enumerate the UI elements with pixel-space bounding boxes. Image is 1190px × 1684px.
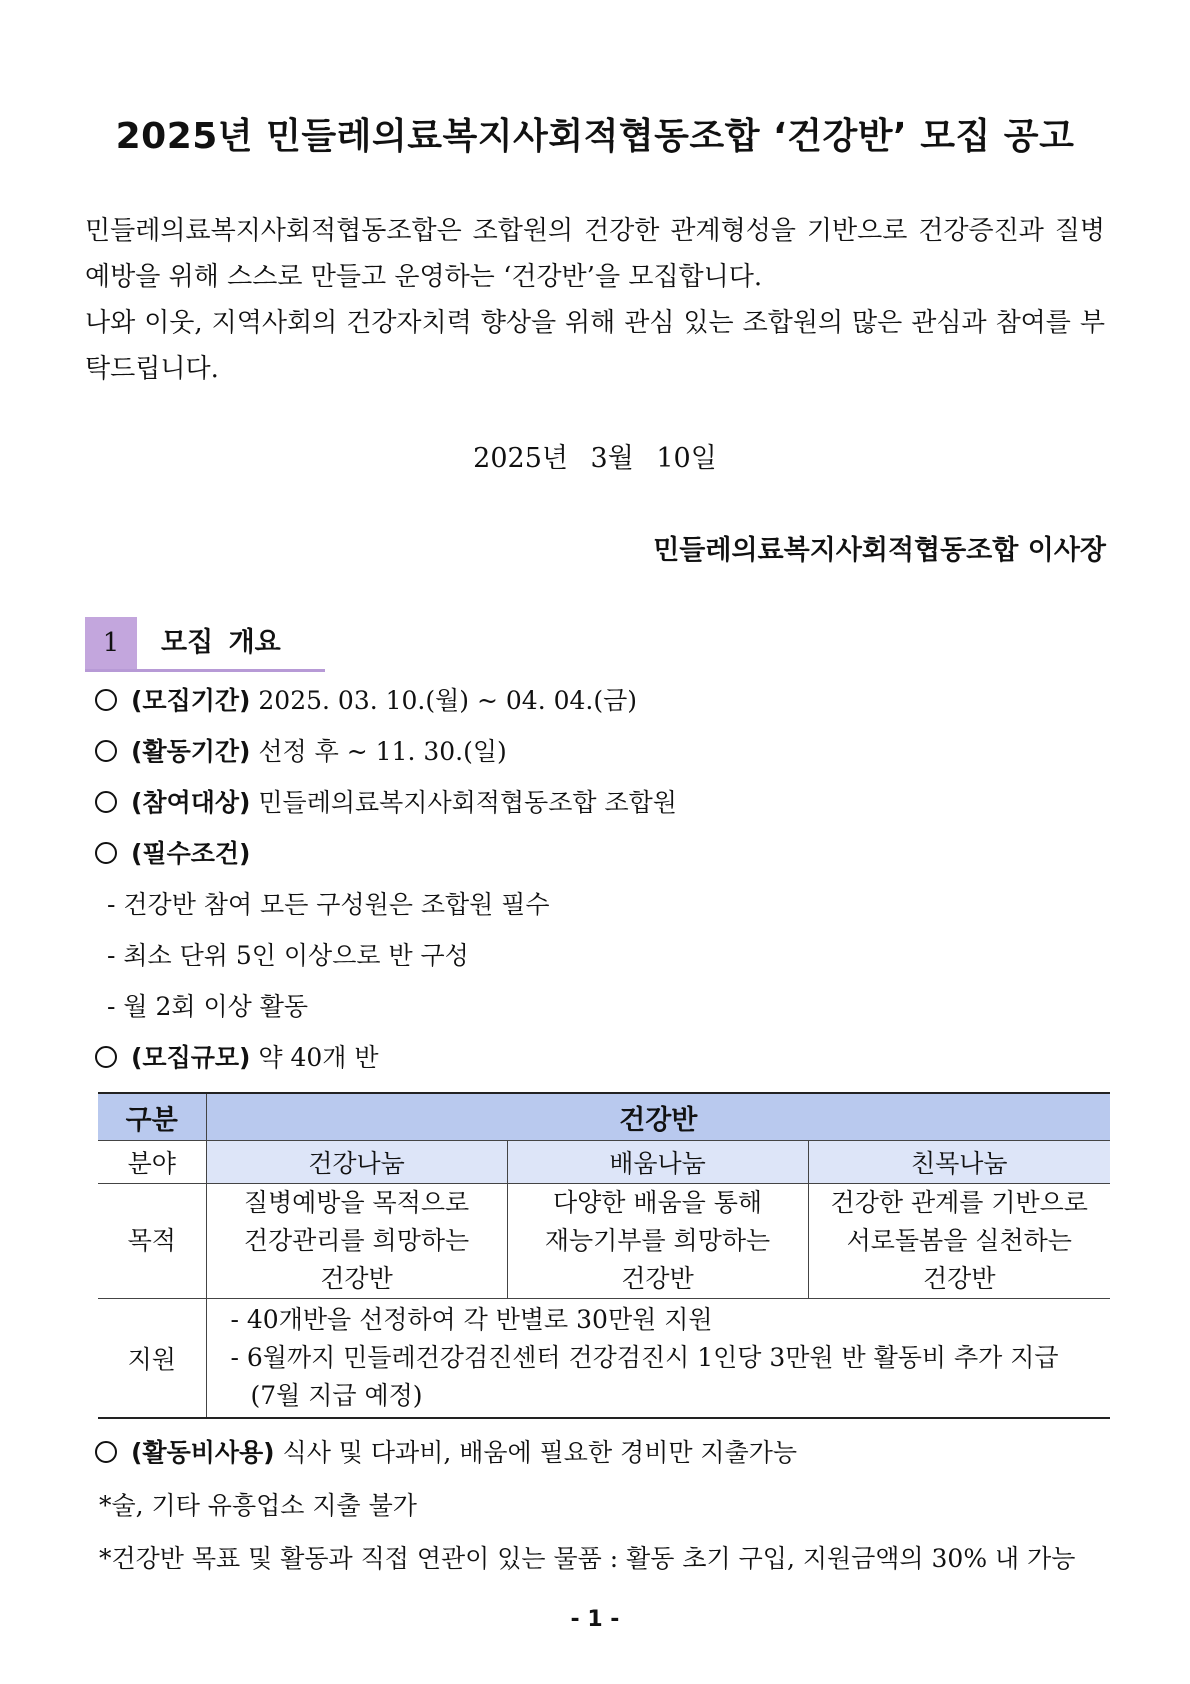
category-learning-sharing: 배움나눔 bbox=[507, 1141, 808, 1184]
required-condition-3: - 월 2회 이상 활동 bbox=[107, 992, 309, 1021]
row-label-support: 지원 bbox=[98, 1299, 206, 1419]
section-number: 1 bbox=[85, 617, 137, 669]
item-value: 2025. 03. 10.(월) ~ 04. 04.(금) bbox=[250, 686, 637, 715]
purpose-cell-1 bbox=[206, 1184, 507, 1299]
purpose-line: 건강반 bbox=[621, 1264, 694, 1293]
item-tag: (필수조건) bbox=[131, 839, 251, 868]
intro-paragraph-1: 민들레의료복지사회적협동조합은 조합원의 건강한 관계형성을 기반으로 건강증진과 질병예방을 위해 스스로 만들고 운영하는 ‘건강반’을 모집합니다. bbox=[85, 216, 1105, 292]
purpose-line: 건강관리를 희망하는 bbox=[243, 1226, 470, 1255]
support-line: (7월 지급 예정) bbox=[250, 1381, 423, 1410]
purpose-cell-3 bbox=[808, 1184, 1110, 1299]
item-tag: (활동기간) bbox=[131, 737, 251, 766]
section-heading bbox=[85, 617, 325, 672]
row-label-purpose: 목적 bbox=[98, 1184, 206, 1299]
document-title: 2025년 민들레의료복지사회적협동조합 ‘건강반’ 모집 공고 bbox=[115, 116, 1075, 157]
list-item-activity bbox=[95, 734, 1115, 785]
list-item-target bbox=[95, 785, 1115, 836]
category-friendship-sharing: 친목나눔 bbox=[808, 1141, 1110, 1184]
support-cell bbox=[206, 1299, 1110, 1419]
announcement-date: 2025년 3월 10일 bbox=[473, 443, 717, 474]
table-row bbox=[98, 1184, 1110, 1299]
item-tag: (모집기간) bbox=[131, 686, 251, 715]
purpose-line: 질병예방을 목적으로 bbox=[243, 1188, 470, 1217]
table-header-division: 구분 bbox=[98, 1093, 206, 1141]
overview-list bbox=[95, 683, 1115, 1091]
purpose-line: 재능기부를 희망하는 bbox=[544, 1226, 771, 1255]
purpose-line: 건강한 관계를 기반으로 bbox=[830, 1188, 1088, 1217]
circle-bullet-icon bbox=[95, 1441, 117, 1463]
table-row bbox=[98, 1141, 1110, 1184]
list-item-period bbox=[95, 683, 1115, 734]
circle-bullet-icon bbox=[95, 1046, 117, 1068]
purpose-line: 서로돌봄을 실천하는 bbox=[846, 1226, 1072, 1255]
purpose-line: 건강반 bbox=[923, 1264, 996, 1293]
usage-note-2: *건강반 목표 및 활동과 직접 연관이 있는 물품 : 활동 초기 구입, 지원금액의 30% 내 가능 bbox=[99, 1544, 1076, 1573]
purpose-line: 건강반 bbox=[320, 1264, 393, 1293]
list-item-usage bbox=[95, 1435, 1115, 1488]
circle-bullet-icon bbox=[95, 791, 117, 813]
item-value: 선정 후 ~ 11. 30.(일) bbox=[250, 737, 507, 766]
required-condition-2: - 최소 단위 5인 이상으로 반 구성 bbox=[107, 941, 469, 970]
item-tag: (참여대상) bbox=[131, 788, 251, 817]
usage-section bbox=[95, 1435, 1115, 1594]
list-item-scale bbox=[95, 1040, 1115, 1091]
item-tag: (활동비사용) bbox=[131, 1438, 275, 1467]
item-value: 식사 및 다과비, 배움에 필요한 경비만 지출가능 bbox=[274, 1438, 798, 1467]
circle-bullet-icon bbox=[95, 689, 117, 711]
circle-bullet-icon bbox=[95, 842, 117, 864]
circle-bullet-icon bbox=[95, 740, 117, 762]
table-row bbox=[98, 1299, 1110, 1419]
item-tag: (모집규모) bbox=[131, 1043, 251, 1072]
usage-note-1: *술, 기타 유흥업소 지출 불가 bbox=[99, 1491, 417, 1520]
purpose-line: 다양한 배움을 통해 bbox=[552, 1188, 763, 1217]
item-value: 민들레의료복지사회적협동조합 조합원 bbox=[250, 788, 677, 817]
section-title: 모집 개요 bbox=[161, 627, 281, 658]
intro-paragraph-2: 나와 이웃, 지역사회의 건강자치력 향상을 위해 관심 있는 조합원의 많은 관심과 참여를 부탁드립니다. bbox=[85, 308, 1105, 384]
support-line: - 6월까지 민들레건강검진센터 건강검진시 1인당 3만원 반 활동비 추가 지급 bbox=[230, 1343, 1059, 1372]
recruitment-table bbox=[98, 1092, 1110, 1419]
list-item-required bbox=[95, 836, 1115, 887]
intro-text bbox=[85, 208, 1105, 392]
required-condition-1: - 건강반 참여 모든 구성원은 조합원 필수 bbox=[107, 890, 550, 919]
support-line: - 40개반을 선정하여 각 반별로 30만원 지원 bbox=[230, 1305, 713, 1334]
table-header-main: 건강반 bbox=[206, 1093, 1110, 1141]
row-label-field: 분야 bbox=[98, 1141, 206, 1184]
purpose-cell-2 bbox=[507, 1184, 808, 1299]
item-value: 약 40개 반 bbox=[250, 1043, 379, 1072]
page-number: - 1 - bbox=[570, 1607, 620, 1632]
category-health-sharing: 건강나눔 bbox=[206, 1141, 507, 1184]
signer: 민들레의료복지사회적협동조합 이사장 bbox=[653, 535, 1106, 566]
